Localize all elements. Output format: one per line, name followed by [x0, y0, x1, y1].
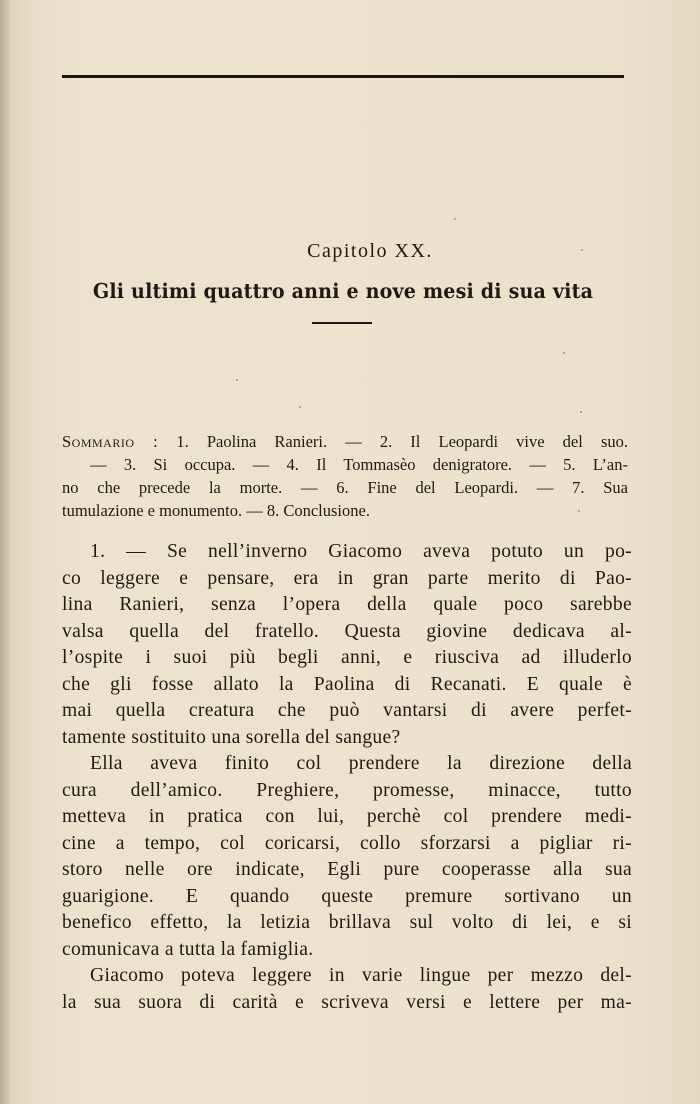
paper-speck — [454, 218, 456, 220]
body-line: 1. — Se nell’inverno Giacomo aveva potuto un po- — [90, 541, 632, 562]
body-line: l’ospite i suoi più begli anni, e riusciva ad illuderlo — [62, 647, 632, 668]
body-line: valsa quella del fratello. Questa giovine dedicava al- — [62, 620, 632, 642]
paper-speck — [578, 510, 580, 512]
title-rule — [312, 322, 372, 324]
body-line: metteva in pratica con lui, perchè col prendere medi- — [62, 806, 632, 827]
body-line: lina Ranieri, senza l’opera della quale poco sarebbe — [62, 594, 632, 615]
header-rule — [62, 75, 624, 78]
summary-line: tumulazione e monumento. — 8. Conclusione. — [62, 501, 370, 520]
paper-speck — [581, 249, 583, 251]
body-line: benefico effetto, la letizia brillava sul volto di lei, e si — [62, 912, 632, 933]
body-line: co leggere e pensare, era in gran parte merito di Pao- — [62, 567, 632, 589]
page-spine-shadow — [0, 0, 10, 1104]
body-line: Ella aveva finito col prendere la direzione della — [90, 753, 632, 774]
body-line: Giacomo poteva leggere in varie lingue per mezzo del- — [90, 965, 632, 986]
chapter-title: Gli ultimi quattro anni e nove mesi di sua vita — [92, 279, 594, 303]
body-line: storo nelle ore indicate, Egli pure cooperasse alla sua — [62, 859, 632, 880]
body-line: cine a tempo, col coricarsi, collo sforzarsi a pigliar ri- — [62, 832, 632, 854]
summary-label: Sommario : — [62, 432, 159, 451]
paper-speck — [299, 406, 301, 408]
summary-line: no che precede la morte. — 6. Fine del Leopardi. — 7. Sua — [62, 478, 628, 497]
body-line: cura dell’amico. Preghiere, promesse, minacce, tutto — [62, 779, 632, 801]
summary-line: — 3. Si occupa. — 4. Il Tommasèo denigratore. — 5. L’an- — [90, 455, 628, 474]
body-line: che gli fosse allato la Paolina di Recanati. E quale è — [62, 673, 632, 695]
chapter-summary — [62, 430, 628, 522]
chapter-number: Capitolo XX. — [307, 240, 433, 262]
paper-speck — [580, 411, 582, 413]
body-line: mai quella creatura che può vantarsi di avere perfet- — [62, 700, 632, 721]
body-line: tamente sostituito una sorella del sangue? — [62, 726, 401, 748]
summary-line: 1. Paolina Ranieri. — 2. Il Leopardi vive del suo. — [176, 432, 628, 451]
paper-speck — [236, 379, 238, 381]
body-line: guarigione. E quando queste premure sortivano un — [62, 885, 632, 907]
paper-speck — [563, 352, 565, 354]
body-line: la sua suora di carità e scriveva versi e lettere per ma- — [62, 991, 632, 1013]
body-line: comunicava a tutta la famiglia. — [62, 938, 314, 960]
body-text — [62, 539, 632, 1016]
